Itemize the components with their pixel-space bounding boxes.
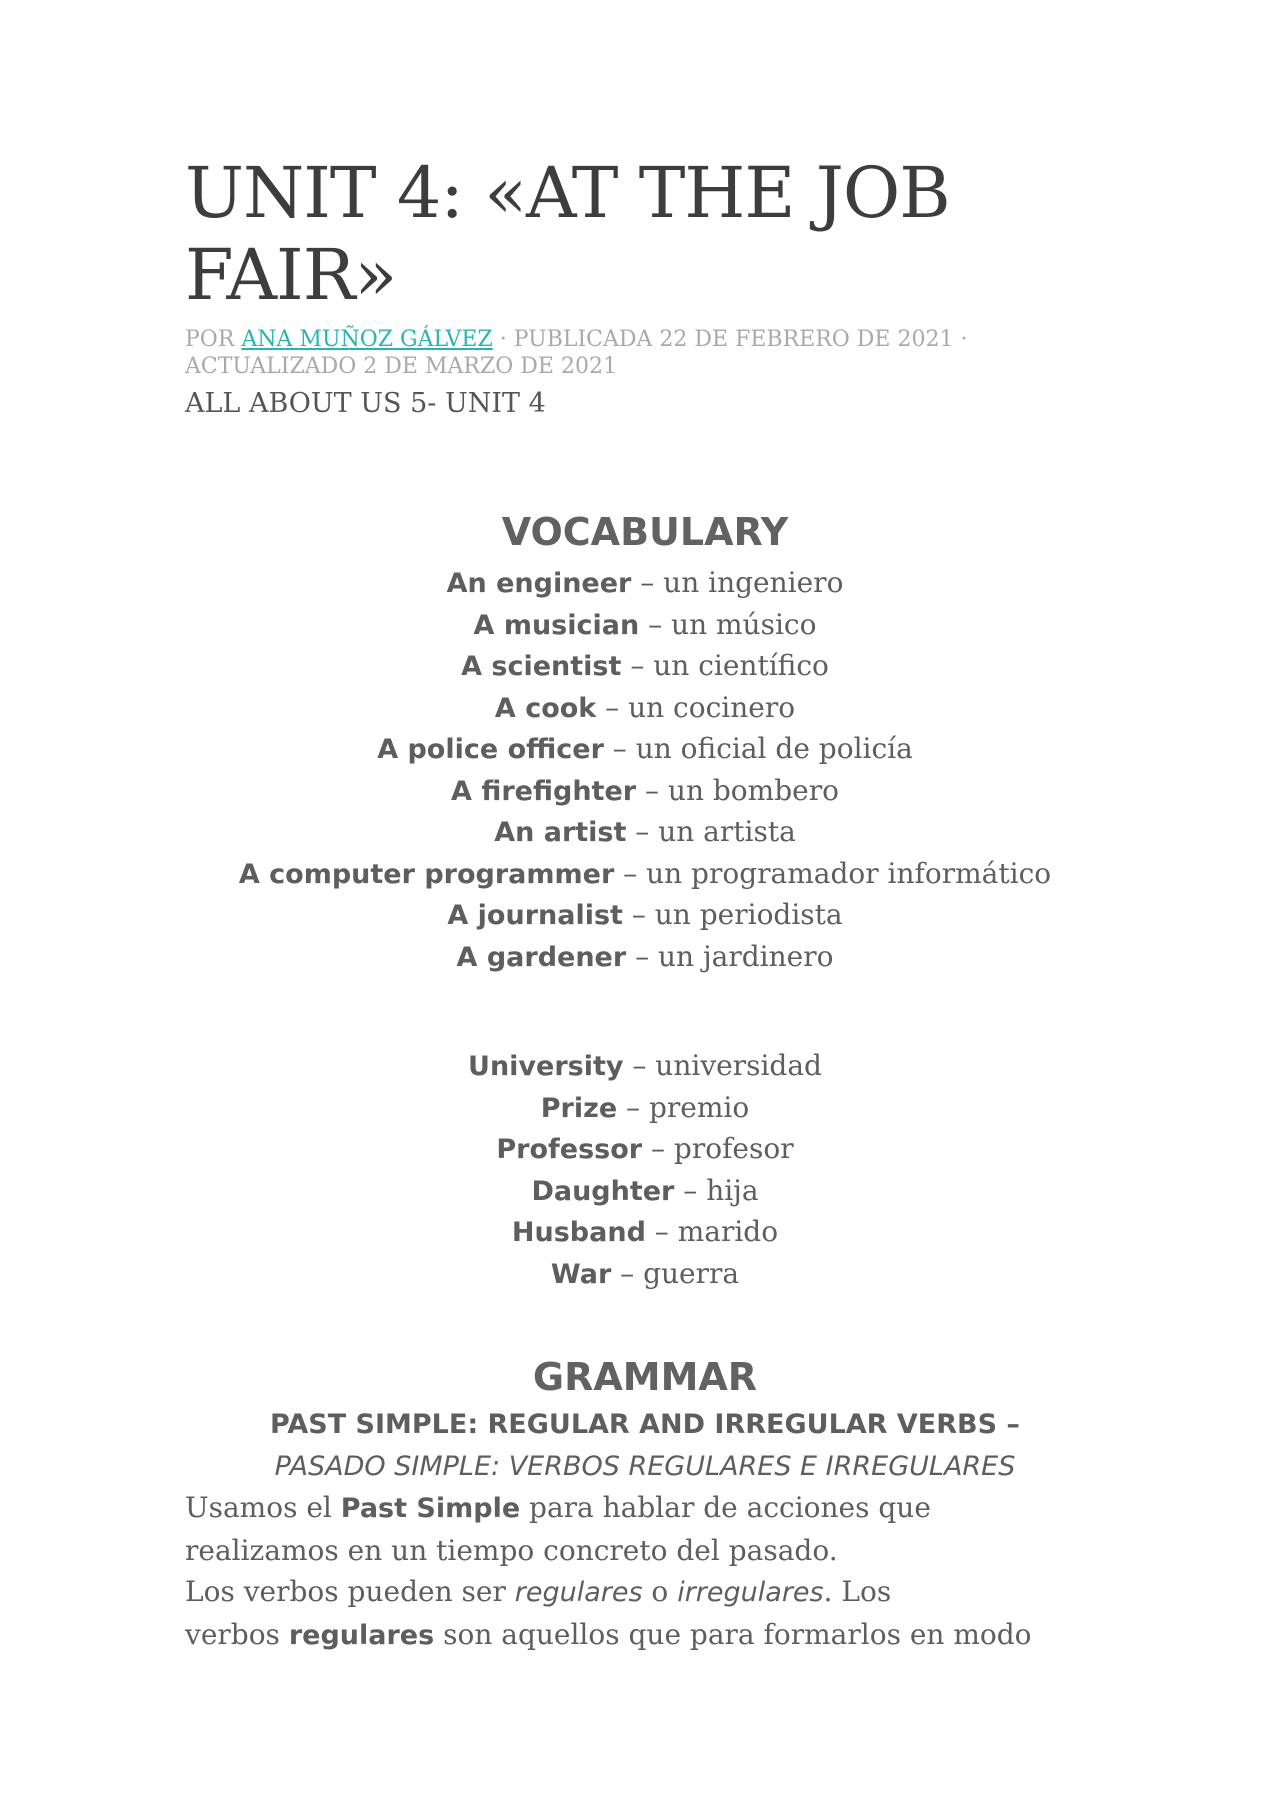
vocab-translation: un músico — [671, 607, 817, 641]
post-subtitle: ALL ABOUT US 5- UNIT 4 — [185, 388, 546, 419]
vocab-translation: premio — [648, 1090, 750, 1124]
title-line-2: FAIR» — [185, 234, 397, 316]
vocab-term: A cook — [494, 692, 597, 724]
vocab-item — [185, 1087, 1105, 1129]
vocab-item — [185, 604, 1105, 646]
p1-a: Usamos el — [185, 1491, 341, 1524]
grammar-subtitle-en: PAST SIMPLE: REGULAR AND IRREGULAR VERBS – — [270, 1409, 1020, 1440]
p4-b: regulares — [288, 1619, 435, 1651]
vocab-item — [185, 894, 1105, 936]
p1-b: Past Simple — [340, 1493, 521, 1524]
vocab-term: A journalist — [447, 900, 623, 931]
vocab-term: Prize — [540, 1092, 618, 1124]
vocab-separator: – — [596, 690, 629, 724]
vocab-item — [185, 811, 1105, 853]
vocab-item — [185, 853, 1105, 895]
p2: realizamos en un tiempo concreto del pasado. — [185, 1533, 838, 1567]
vocab-item — [185, 1128, 1105, 1170]
grammar-heading: GRAMMAR — [532, 1355, 758, 1399]
post-meta — [185, 326, 1085, 380]
vocab-translation: marido — [677, 1215, 779, 1248]
vocab-translation: universidad — [655, 1049, 822, 1082]
vocab-term: A gardener — [456, 941, 627, 973]
vocab-separator: – — [642, 1132, 674, 1165]
vocab-term: A musician — [473, 609, 640, 641]
p3-d: irregulares — [677, 1577, 824, 1608]
vocab-translation: un bombero — [667, 773, 839, 807]
vocab-term: University — [468, 1051, 624, 1082]
vocab-separator: – — [611, 1256, 644, 1290]
vocab-term: Husband — [511, 1217, 646, 1248]
vocab-item — [185, 687, 1105, 729]
vocab-separator: – — [617, 1090, 649, 1124]
meta-published: · PUBLICADA 22 DE FEBRERO DE 2021 · — [492, 327, 968, 352]
vocab-translation: hija — [706, 1173, 759, 1207]
meta-updated: ACTUALIZADO 2 DE MARZO DE 2021 — [185, 354, 617, 379]
vocab-translation: profesor — [673, 1132, 794, 1165]
vocab-separator: – — [626, 939, 658, 973]
title-line-1: UNIT 4: «AT THE JOB — [185, 152, 950, 234]
author-link[interactable]: ANA MUÑOZ GÁLVEZ — [241, 327, 493, 352]
p3-b: regulares — [514, 1577, 643, 1608]
vocabulary-heading: VOCABULARY — [501, 510, 789, 554]
page-title — [185, 152, 1085, 316]
jobs-vocabulary-list — [185, 562, 1105, 977]
vocab-item — [185, 645, 1105, 687]
meta-por: POR — [185, 327, 235, 352]
vocab-separator: – — [614, 856, 647, 890]
vocab-translation: un periodista — [654, 898, 843, 931]
vocab-separator: – — [674, 1173, 707, 1207]
grammar-paragraph — [185, 1487, 1105, 1656]
words-vocabulary-list — [185, 1045, 1105, 1294]
vocab-separator: – — [645, 1215, 678, 1248]
vocab-item — [185, 1170, 1105, 1212]
vocab-term: A scientist — [461, 651, 622, 682]
vocab-separator: – — [623, 1049, 656, 1082]
vocab-translation: un cocinero — [628, 690, 796, 724]
vocab-separator: – — [621, 649, 654, 682]
vocab-term: War — [550, 1258, 612, 1290]
vocab-item — [185, 1211, 1105, 1253]
vocab-item — [185, 936, 1105, 978]
p3-c: o — [642, 1575, 678, 1608]
vocab-translation: un artista — [658, 815, 796, 848]
vocab-term: A computer programmer — [238, 858, 615, 890]
vocab-term: A firefighter — [451, 775, 637, 807]
vocab-term: Professor — [496, 1134, 643, 1165]
vocab-translation: un ingeniero — [663, 566, 844, 599]
vocab-translation: un programador informático — [646, 856, 1052, 890]
vocab-separator: – — [636, 773, 668, 807]
vocab-item — [185, 562, 1105, 604]
vocab-separator: – — [639, 607, 672, 641]
vocab-item — [185, 770, 1105, 812]
vocab-term: Daughter — [531, 1175, 675, 1207]
vocab-item — [185, 1045, 1105, 1087]
vocab-term: An engineer — [446, 568, 632, 599]
vocab-translation: un científico — [653, 649, 829, 682]
vocab-separator: – — [631, 566, 664, 599]
vocab-separator: – — [603, 732, 636, 765]
vocab-translation: un jardinero — [658, 939, 834, 973]
p4-c: son aquellos que para formarlos en modo — [434, 1617, 1032, 1651]
vocab-separator: – — [626, 815, 659, 848]
p4-a: verbos — [185, 1617, 289, 1651]
p1-c: para hablar de acciones que — [520, 1491, 931, 1524]
p3-a: Los verbos pueden ser — [185, 1575, 515, 1608]
vocab-separator: – — [622, 898, 655, 931]
vocab-item — [185, 1253, 1105, 1295]
vocab-item — [185, 728, 1105, 770]
grammar-subtitle-es: PASADO SIMPLE: VERBOS REGULARES E IRREGULARES — [274, 1451, 1016, 1482]
vocab-term: An artist — [494, 817, 627, 848]
vocab-term: A police officer — [377, 734, 604, 765]
vocab-translation: guerra — [643, 1256, 740, 1290]
p3-e: . Los — [823, 1575, 892, 1608]
vocab-translation: un oficial de policía — [635, 732, 913, 765]
